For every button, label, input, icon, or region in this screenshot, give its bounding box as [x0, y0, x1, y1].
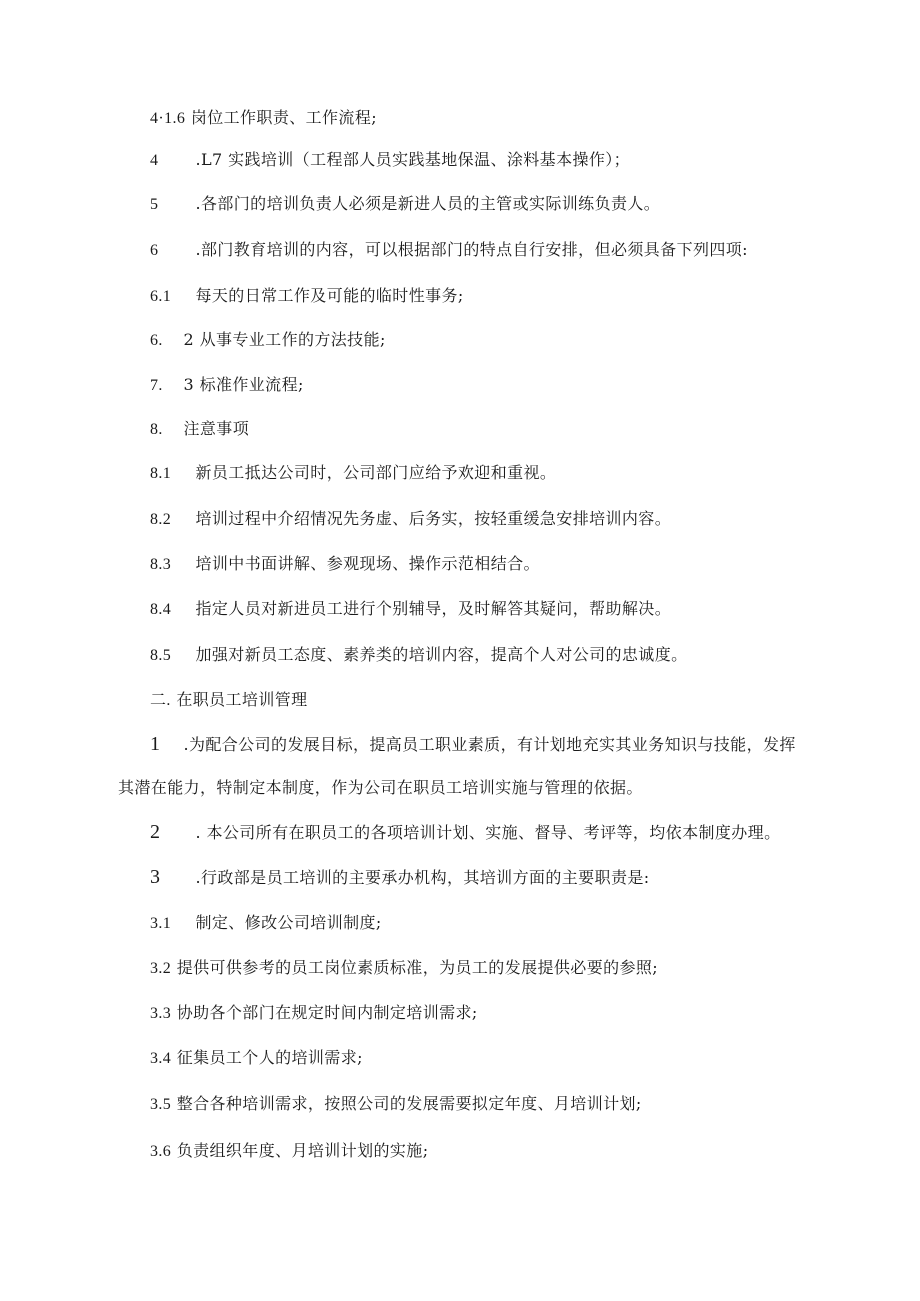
line-number: 二. — [150, 692, 171, 709]
line-number: 8.3 — [150, 556, 172, 573]
line-3-4 — [150, 1048, 363, 1069]
line-4-1-6 — [150, 108, 377, 129]
line-text: .各部门的培训负责人必须是新进人员的主管或实际训练负责人。 — [195, 194, 661, 213]
line-text: 负责组织年度、月培训计划的实施; — [176, 1141, 429, 1160]
line-4 — [150, 150, 630, 171]
line-text: . 本公司所有在职员工的各项培训计划、实施、督导、考评等，均依本制度办理。 — [195, 823, 781, 842]
line-3-1 — [150, 913, 382, 934]
line-number: 3.3 — [150, 1005, 172, 1022]
line-7-3 — [150, 375, 304, 396]
line-2 — [150, 822, 780, 843]
line-3-6 — [150, 1141, 429, 1162]
line-text: 征集员工个人的培训需求; — [176, 1048, 363, 1067]
line-text: .行政部是员工培训的主要承办机构，其培训方面的主要职责是: — [195, 868, 650, 887]
line-text: 整合各种培训需求，按照公司的发展需要拟定年度、月培训计划; — [176, 1094, 642, 1113]
line-number: 8.5 — [150, 647, 172, 664]
line-number: 6.1 — [150, 288, 172, 305]
line-number: 3.1 — [150, 915, 172, 932]
line-number: 1 — [150, 733, 161, 755]
line-text: 提供可供参考的员工岗位素质标准，为员工的发展提供必要的参照; — [176, 958, 659, 977]
line-3 — [150, 867, 650, 888]
line-number: 6. — [150, 332, 163, 349]
line-text: 指定人员对新进员工进行个别辅导，及时解答其疑问，帮助解决。 — [195, 599, 672, 618]
line-number: 3.4 — [150, 1050, 172, 1067]
line-text: .为配合公司的发展目标，提高员工职业素质，有计划地充实其业务知识与技能，发挥 — [183, 735, 796, 754]
line-6-1 — [150, 286, 464, 307]
section-heading-2 — [150, 690, 308, 711]
line-number: 3.2 — [150, 960, 172, 977]
line-text: 每天的日常工作及可能的临时性事务; — [195, 286, 464, 305]
line-text: .L7 实践培训（工程部人员实践基地保温、涂料基本操作）； — [195, 150, 631, 169]
line-number: 8.1 — [150, 465, 172, 482]
line-text: 在职员工培训管理 — [176, 690, 308, 709]
line-text: 协助各个部门在规定时间内制定培训需求; — [176, 1003, 478, 1022]
line-text: 制定、修改公司培训制度; — [195, 913, 382, 932]
line-number: 3.6 — [150, 1143, 172, 1160]
line-number: 2 — [150, 821, 161, 843]
line-8-1 — [150, 463, 556, 484]
line-8-2 — [150, 509, 671, 530]
line-number: 8.4 — [150, 601, 172, 618]
line-3-3 — [150, 1003, 478, 1024]
line-text: 3 标准作业流程; — [183, 375, 304, 394]
line-3-2 — [150, 958, 658, 979]
line-text: 其潜在能力，特制定本制度，作为公司在职员工培训实施与管理的依据。 — [118, 778, 643, 797]
line-number: 3.5 — [150, 1096, 172, 1113]
line-1 — [150, 734, 796, 755]
line-8-3 — [150, 554, 540, 575]
line-8-4 — [150, 599, 671, 620]
line-text: 培训过程中介绍情况先务虚、后务实，按轻重缓急安排培训内容。 — [195, 509, 672, 528]
line-number: 3 — [150, 866, 161, 888]
line-number: 8. — [150, 421, 163, 438]
line-text: .部门教育培训的内容，可以根据部门的特点自行安排，但必须具备下列四项: — [195, 240, 748, 259]
line-text: 注意事项 — [183, 419, 250, 438]
line-8-5 — [150, 645, 688, 666]
line-text: 培训中书面讲解、参观现场、操作示范相结合。 — [195, 554, 540, 573]
line-text: 2 从事专业工作的方法技能; — [183, 330, 386, 349]
line-6 — [150, 240, 748, 261]
line-text: 岗位工作职责、工作流程; — [190, 108, 378, 127]
line-5 — [150, 194, 660, 215]
line-number: 8.2 — [150, 511, 172, 528]
line-number: 4·1.6 — [150, 110, 186, 127]
line-number: 5 — [150, 196, 159, 213]
line-3-5 — [150, 1094, 642, 1115]
line-1-continued — [118, 778, 643, 798]
line-text: 新员工抵达公司时，公司部门应给予欢迎和重视。 — [195, 463, 557, 482]
line-number: 6 — [150, 242, 159, 259]
line-number: 4 — [150, 152, 159, 169]
line-number: 7. — [150, 377, 163, 394]
line-8 — [150, 419, 249, 440]
line-6-2 — [150, 330, 386, 351]
line-text: 加强对新员工态度、素养类的培训内容，提高个人对公司的忠诚度。 — [195, 645, 688, 664]
